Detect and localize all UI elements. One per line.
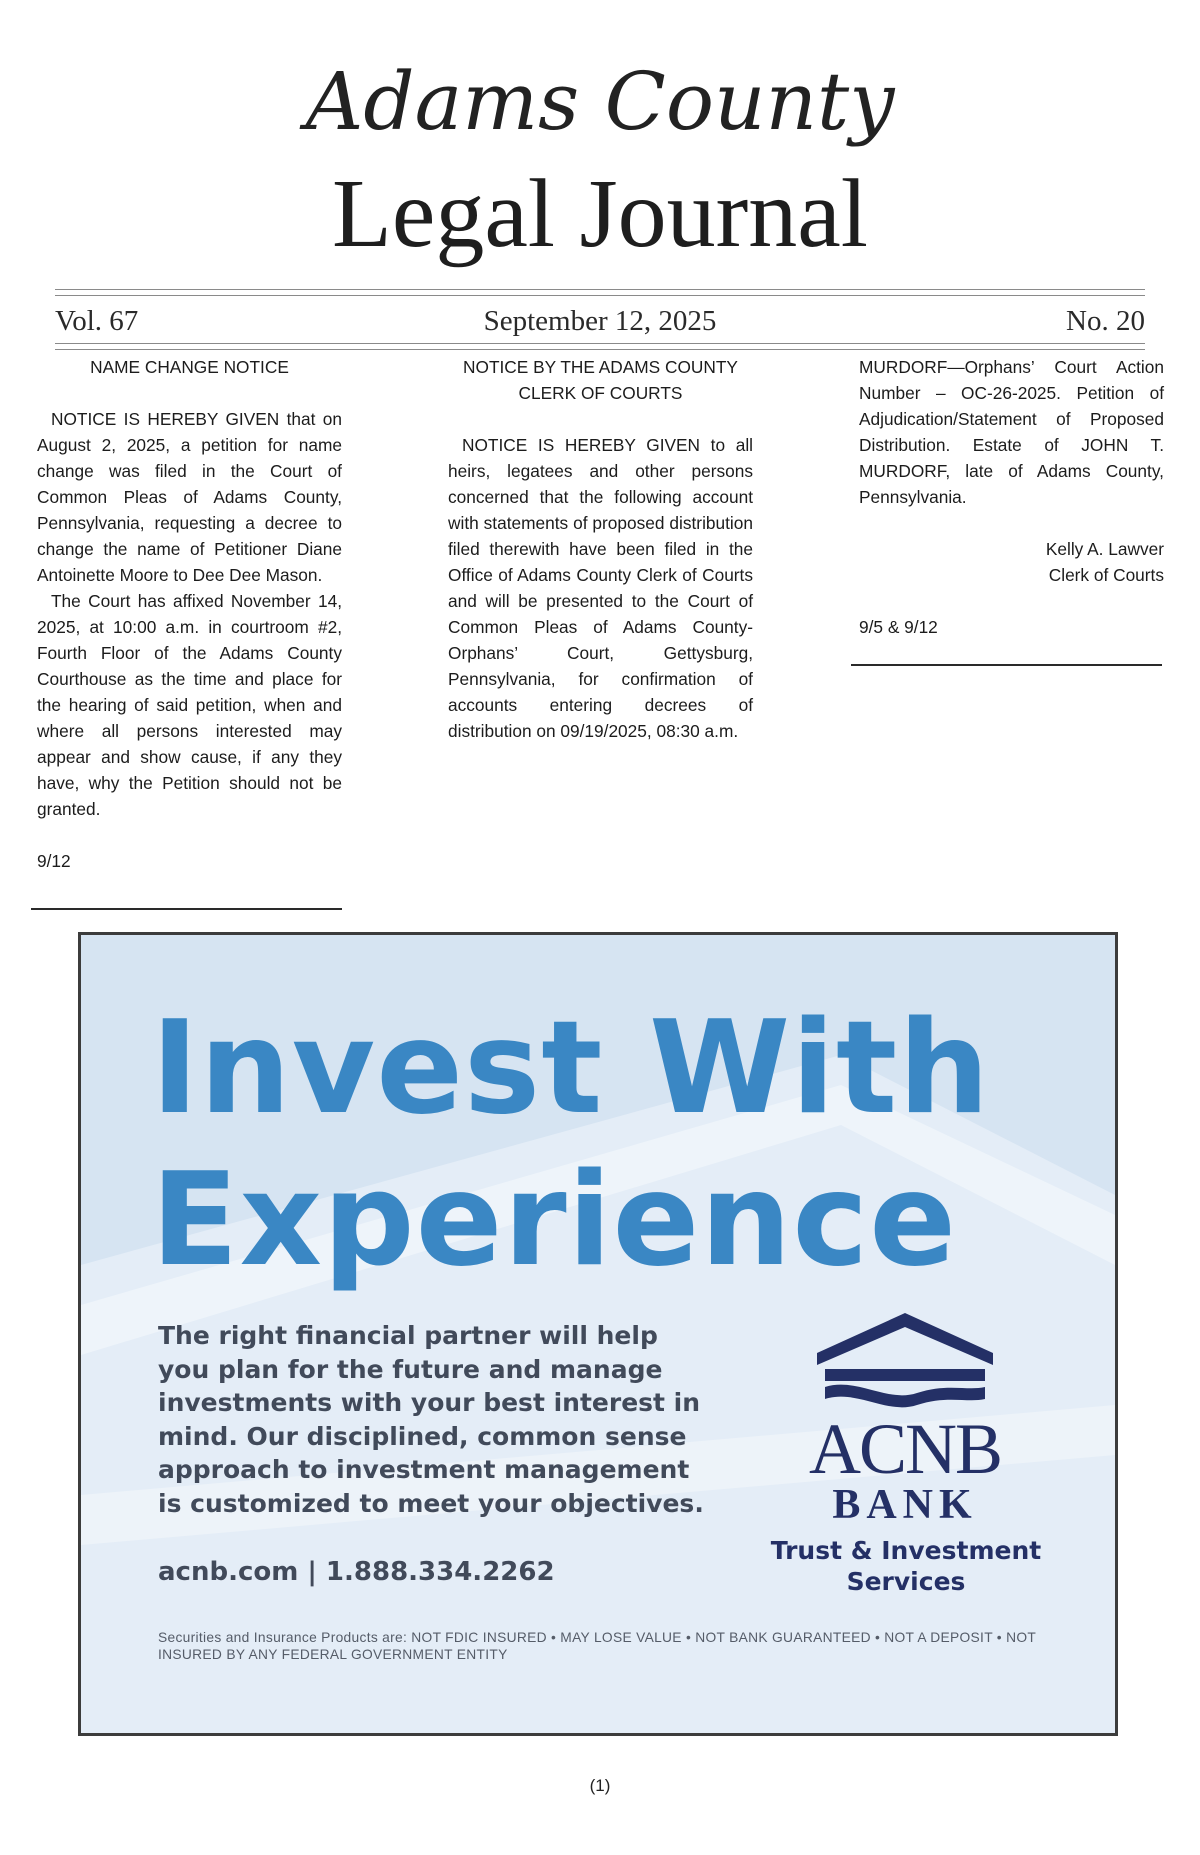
notice-end-rule	[31, 908, 342, 910]
logo-tagline	[741, 1535, 1071, 1597]
notice-run-dates: 9/12	[37, 851, 71, 871]
ad-body-line: mind. Our disciplined, common sense	[158, 1421, 687, 1451]
issue-date: September 12, 2025	[483, 305, 717, 337]
issue-info-bar	[55, 304, 1145, 338]
notice-heading: NAME CHANGE NOTICE	[90, 357, 289, 377]
notice-paragraph: NOTICE IS HEREBY GIVEN that on August 2, 2025, a petition for name change was filed in the Court of Common Pleas of Adams County, Pennsylvania, requesting a decree to change the name of Petitioner Diane Antoinette Moore to Dee Dee Mason.	[37, 409, 342, 585]
masthead-title-line1: Adams County	[305, 55, 895, 148]
ad-headline-line1: Invest With	[151, 994, 991, 1143]
page-number: (1)	[589, 1776, 611, 1795]
signer-name: Kelly A. Lawver	[1045, 539, 1164, 559]
issue-number: No. 20	[1066, 305, 1145, 337]
masthead-rule-bottom-2	[55, 349, 1145, 350]
ad-body-line: you plan for the future and manage	[158, 1354, 663, 1384]
masthead-rule-bottom-1	[55, 343, 1145, 344]
logo-tagline-line1: Trust & Investment	[770, 1536, 1042, 1565]
murdorf-estate-notice	[859, 354, 1164, 640]
notice-heading-line2: CLERK OF COURTS	[518, 383, 683, 403]
masthead-rule-top-1	[55, 289, 1145, 290]
ad-body-line: approach to investment management	[158, 1455, 690, 1484]
name-change-notice	[37, 354, 342, 874]
acnb-advertisement	[78, 932, 1118, 1736]
notice-paragraph: The Court has affixed November 14, 2025, at 10:00 a.m. in courtroom #2, Fourth Floor of the Adams County Courthouse as the time and place for the hearing of said petition, when and where all persons interested may appear and show cause, if any they have, why the Petition should not be granted.	[37, 591, 342, 819]
volume-label: Vol. 67	[55, 305, 139, 337]
ad-headline-line2: Experience	[151, 1146, 958, 1295]
notice-end-rule	[851, 664, 1162, 666]
notice-heading-line1: NOTICE BY THE ADAMS COUNTY	[463, 357, 738, 377]
notice-run-dates: 9/5 & 9/12	[859, 617, 938, 637]
logo-tagline-line2: Services	[846, 1567, 966, 1596]
clerk-of-courts-notice	[448, 354, 753, 744]
ad-body-copy	[158, 1319, 718, 1520]
ad-contact-info: acnb.com | 1.888.334.2262	[158, 1557, 555, 1587]
logo-wordmark: ACNB	[808, 1409, 1002, 1489]
logo-bank-word: BANK	[832, 1482, 978, 1528]
masthead-rule-top-2	[55, 295, 1145, 296]
ad-disclaimer: Securities and Insurance Products are: NOT FDIC INSURED • MAY LOSE VALUE • NOT BANK GUARANTEED • NOT A DEPOSIT • NOT INSURED BY ANY FEDERAL GOVERNMENT ENTITY	[158, 1630, 1036, 1662]
masthead-title-line2: Legal Journal	[331, 160, 869, 268]
notice-paragraph: MURDORF—Orphans’ Court Action Number – OC-26-2025. Petition of Adjudication/Statement of Proposed Distribution. Estate of JOHN T. MURDORF, late of Adams County, Pennsylvania.	[859, 357, 1164, 507]
signer-title: Clerk of Courts	[1048, 565, 1164, 585]
bank-roof-logo-icon	[817, 1313, 993, 1417]
ad-body-line: is customized to meet your objectives.	[158, 1488, 704, 1518]
ad-body-line: The right financial partner will help	[158, 1321, 658, 1350]
ad-body-line: investments with your best interest in	[158, 1388, 701, 1417]
notice-paragraph: NOTICE IS HEREBY GIVEN to all heirs, legatees and other persons concerned that the following account with statements of proposed distribution filed therewith have been filed in the Office of Adams County Clerk of Courts and will be presented to the Court of Common Pleas of Adams County-Orphans’ Court, Gettysburg, Pennsylvania, for confirmation of accounts entering decrees of distribution on 09/19/2025, 08:30 a.m.	[448, 435, 753, 741]
